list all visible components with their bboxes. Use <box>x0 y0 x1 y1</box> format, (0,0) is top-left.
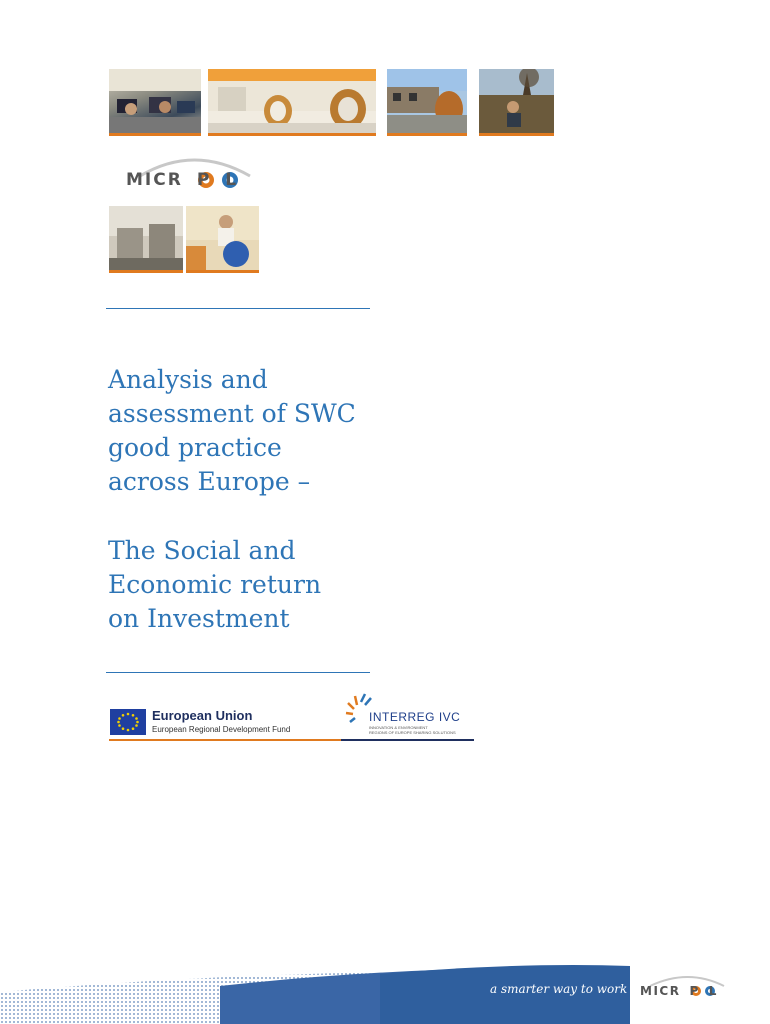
workshop-photo <box>109 206 183 273</box>
interreg-logo <box>345 690 475 738</box>
lounge-photo <box>208 69 376 136</box>
eu-logo <box>110 707 340 739</box>
title-line-1: Analysis and <box>108 365 268 394</box>
title-line-7: on Investment <box>108 604 290 633</box>
footer-logo-text-right: P <box>689 984 700 998</box>
logo-underline-dark <box>341 739 474 741</box>
micropol-logo-text-right: P <box>196 170 212 190</box>
footer-tagline: a smarter way to work <box>490 982 628 996</box>
eu-logo-title: European Union <box>152 708 253 723</box>
micropol-logo <box>122 150 267 195</box>
workshop-photo-illustration <box>109 206 183 270</box>
interreg-logo-sub2: REGIONS OF EUROPE SHARING SOLUTIONS <box>369 730 456 735</box>
fitness-ball-photo <box>186 206 259 273</box>
fitness-ball-photo-illustration <box>186 206 259 270</box>
office-photo-illustration <box>109 69 201 133</box>
title-line-5: The Social and <box>108 536 296 565</box>
eu-logo-subtitle: European Regional Development Fund <box>152 725 291 734</box>
title-line-3: good practice <box>108 433 282 462</box>
lounge-photo-illustration <box>208 69 376 133</box>
title-line-2: assessment of SWC <box>108 399 356 428</box>
title-line-4: across Europe – <box>108 467 311 496</box>
pod-photo <box>387 69 467 136</box>
footer-logo-text-end: L <box>708 984 718 998</box>
title-line-6: Economic return <box>108 570 322 599</box>
top-divider <box>106 308 370 309</box>
interreg-logo-title: INTERREG IVC <box>369 710 461 724</box>
office-photo <box>109 69 201 136</box>
logo-underline-orange <box>109 739 341 741</box>
field-photo <box>479 69 554 136</box>
footer-logo-text-left: MICR <box>640 984 681 998</box>
bottom-divider <box>106 672 370 673</box>
micropol-logo-text-end: L <box>225 170 239 190</box>
field-photo-illustration <box>479 69 554 133</box>
footer-micropol-logo <box>640 972 732 1002</box>
micropol-logo-text-left: MICR <box>126 170 183 190</box>
interreg-logo-sub1: INNOVATION & ENVIRONMENT <box>369 725 428 730</box>
eu-flag-icon <box>110 709 146 735</box>
pod-photo-illustration <box>387 69 467 133</box>
